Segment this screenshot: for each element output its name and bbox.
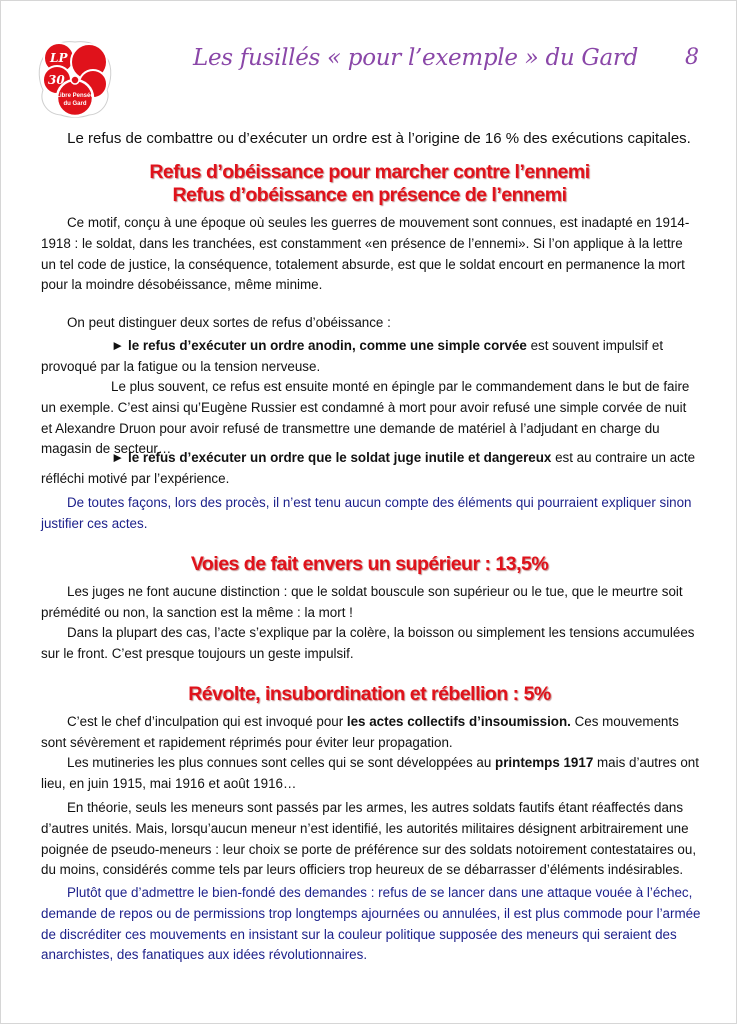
section3-p2-start: Les mutineries les plus connues sont celles qui se sont développées au	[67, 755, 496, 770]
bullet2-rest-text: est au contraire un acte réfléchi motivé par l’expérience.	[41, 450, 696, 486]
section3-paragraph-1	[41, 712, 701, 754]
section1-p3-text: Le plus souvent, ce refus est ensuite monté en épingle par le commandement dans le but de faire un exemple. C’est ainsi qu’Eugène Russier est condamné à mort pour avoir refusé une simple corvée de nuit et Alexandre Druon pour avoir refusé de transmettre une demande de matériel à l’adjudant en charge du magasin de secteur…	[41, 379, 690, 457]
section1-heading-line1: Refus d’obéissance pour marcher contre l’ennemi	[149, 161, 590, 183]
section1-note	[41, 493, 701, 535]
section3-p2-bold: printemps 1917	[495, 755, 594, 770]
page-number: 8	[685, 45, 699, 70]
bullet2-bold-text: ► le refus d’exécuter un ordre que le soldat juge inutile et dangereux	[111, 450, 552, 465]
intro-statement: Le refus de combattre ou d’exécuter un ordre est à l’origine de 16 % des exécutions capitales.	[67, 130, 691, 147]
section1-p1-text: Ce motif, conçu à une époque où seules les guerres de mouvement sont connues, est inadapté en 1914-1918 : le soldat, dans les tranchées, est constamment «en présence de l’ennemi». Si l’on applique à la lettre un tel code de justice, la conséquence, totalement absurde, est que le soldat encourt en permanence la mort pour la moindre désobéissance, même minime.	[41, 215, 690, 293]
section3-p3-text: En théorie, seuls les meneurs sont passés par les armes, les autres soldats fautifs étant réaffectés dans d’autres unités. Mais, lorsqu’aucun meneur n’est identifié, les autorités militaires désignent arbitrairement une poignée de pseudo-meneurs : leur choix se porte de préférence sur des soldats notoirement contestataires ou, du moins, considérés comme tels par leurs officiers trop heureux de se débarrasser d’éléments indésirables.	[41, 800, 697, 878]
section3-note	[41, 883, 701, 966]
logo-lp-text: LP	[50, 51, 68, 65]
section1-note-text: De toutes façons, lors des procès, il n’est tenu aucun compte des éléments qui pourraient expliquer sinon justifier ces actes.	[41, 495, 692, 531]
libre-pensee-logo	[37, 38, 113, 118]
section1-p2-text: On peut distinguer deux sortes de refus d’obéissance :	[67, 315, 391, 330]
page-header-title: Les fusillés « pour l’exemple » du Gard	[193, 45, 638, 71]
section2-p1-text: Les juges ne font aucune distinction : que le soldat bouscule son supérieur ou le tue, que le meurtre soit prémédité ou non, la sanction est la même : la mort !	[41, 584, 683, 620]
section3-paragraph-3	[41, 798, 701, 881]
section2-paragraph-2	[41, 623, 701, 665]
logo-30-text: 30	[48, 73, 65, 87]
section3-p1-start: C’est le chef d’inculpation qui est invoqué pour	[67, 714, 347, 729]
section3-paragraph-2	[41, 753, 701, 795]
section2-p2-text: Dans la plupart des cas, l’acte s’explique par la colère, la boisson ou simplement les tensions accumulées sur le front. C’est presque toujours un geste impulsif.	[41, 625, 695, 661]
logo-du-gard-text: du Gard	[63, 101, 87, 107]
bullet1-bold-text: ► le refus d’exécuter un ordre anodin, comme une simple corvée	[111, 338, 527, 353]
section3-p1-bold: les actes collectifs d’insoumission.	[346, 714, 571, 729]
logo-libre-pensee-text: Libre Pensée	[56, 93, 94, 99]
section3-p1-end: Ces mouvements sont sévèrement et rapidement réprimés pour éviter leur propagation.	[41, 714, 679, 750]
section1-paragraph-2	[41, 313, 701, 334]
section1-bullet-2	[41, 448, 701, 490]
bullet1-rest-text: est souvent impulsif et provoqué par la fatigue ou la tension nerveuse.	[41, 338, 664, 374]
section1-heading-line2: Refus d’obéissance en présence de l’ennemi	[172, 184, 567, 206]
section1-bullet-1	[41, 336, 701, 378]
section2-heading: Voies de fait envers un supérieur : 13,5%	[190, 553, 549, 575]
section2-paragraph-1	[41, 582, 701, 624]
section3-p2-end: mais d’autres ont lieu, en juin 1915, mai 1916 et août 1916…	[41, 755, 699, 791]
section3-heading: Révolte, insubordination et rébellion : 5%	[188, 683, 551, 705]
section3-note-text: Plutôt que d’admettre le bien-fondé des demandes : refus de se lancer dans une attaque vouée à l’échec, demande de repos ou de permissions trop longtemps ajournées ou annulées, il est plus commode pour l’armée de discréditer ces mouvements en insistant sur la couleur politique supposée des meneurs qui seraient des anarchistes, des fanatiques aux idées révolutionnaires.	[41, 885, 701, 963]
section1-paragraph-1	[41, 213, 701, 296]
